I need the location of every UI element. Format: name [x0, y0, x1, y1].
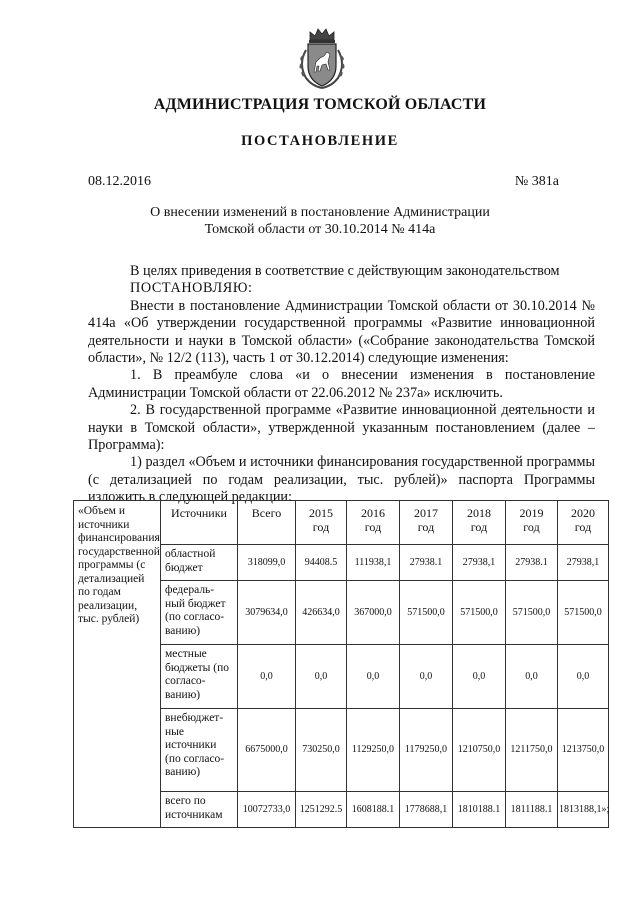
header-year — [558, 501, 609, 545]
value-cell: 571500,0 — [558, 581, 609, 645]
document-body — [88, 263, 595, 507]
header-year — [400, 501, 453, 545]
header-year — [506, 501, 558, 545]
financing-table — [73, 500, 609, 828]
body-paragraph: Внести в постановление Администрации Томской области от 30.10.2014 № 414а «Об утверждении государственной программы «Развитие инновационной деятельности и науки в Томской области» («Собрание законодательства Томской области», № 12/2 (113), часть 1 от 30.12.2014) следующие изменения: — [88, 297, 595, 367]
value-cell: 94408.5 — [296, 545, 347, 581]
year-label: 2018 — [467, 506, 491, 520]
value-cell: 1251292.5 — [296, 792, 347, 828]
total-cell: 10072733,0 — [238, 792, 296, 828]
value-cell: 0,0 — [400, 645, 453, 709]
year-unit: год — [312, 519, 330, 534]
year-label: 2016 — [361, 506, 385, 520]
subject-line-1: О внесении изменений в постановление Администрации — [150, 205, 490, 220]
header-year — [347, 501, 400, 545]
value-cell: 1213750,0 — [558, 709, 609, 792]
value-cell: 0,0 — [558, 645, 609, 709]
total-cell: 0,0 — [238, 645, 296, 709]
header-year — [453, 501, 506, 545]
value-cell: 730250,0 — [296, 709, 347, 792]
document-number: № 381а — [514, 174, 559, 189]
value-cell: 1179250,0 — [400, 709, 453, 792]
source-cell: всего по источникам — [161, 792, 238, 828]
body-paragraph: 1) раздел «Объем и источники финансирования государственной программы (с детализацией по годам реализации, тыс. рублей)» паспорта Программы изложить в следующей редакции: — [88, 454, 595, 506]
resolution-keyword: ПОСТАНОВЛЯЮ: — [130, 280, 253, 297]
body-paragraph: 2. В государственной программе «Развитие инновационной деятельности и науки в Томской области», утвержденной указанным постановлением (далее – Программа): — [88, 402, 595, 454]
value-cell: 1778688,1 — [400, 792, 453, 828]
value-cell: 571500,0 — [506, 581, 558, 645]
organization-title: АДМИНИСТРАЦИЯ ТОМСКОЙ ОБЛАСТИ — [153, 96, 487, 113]
value-cell: 1811188.1 — [506, 792, 558, 828]
document-type: ПОСТАНОВЛЕНИЕ — [241, 133, 399, 149]
header-total: Всего — [238, 501, 296, 545]
value-cell: 1210750,0 — [453, 709, 506, 792]
value-cell: 27938.1 — [400, 545, 453, 581]
financing-row-label: «Объем и источники финансирования государственной программы (с детализацией по годам реализации, тыс. рублей) — [74, 501, 161, 828]
table-header-row — [74, 501, 609, 545]
total-cell: 318099,0 — [238, 545, 296, 581]
year-unit: год — [470, 519, 488, 534]
year-unit: год — [417, 519, 435, 534]
value-cell: 0,0 — [347, 645, 400, 709]
value-cell: 0,0 — [296, 645, 347, 709]
source-cell: внебюджет-ные источники (по согласо-ванию) — [161, 709, 238, 792]
value-cell: 571500,0 — [400, 581, 453, 645]
value-cell: 111938,1 — [347, 545, 400, 581]
header-sources: Источники — [161, 501, 238, 545]
document-subject — [140, 204, 500, 238]
subject-line-2: Томской области от 30.10.2014 № 414а — [204, 222, 436, 237]
document-date: 08.12.2016 — [88, 174, 151, 189]
year-unit: год — [574, 519, 592, 534]
tomsk-region-coat-of-arms-icon — [296, 26, 348, 92]
value-cell: 1810188.1 — [453, 792, 506, 828]
source-cell: областной бюджет — [161, 545, 238, 581]
value-cell: 1608188.1 — [347, 792, 400, 828]
body-paragraph: 1. В преамбуле слова «и о внесении изменения в постановление Администрации Томской области от 22.06.2012 № 237а» исключить. — [88, 367, 595, 401]
value-cell: 426634,0 — [296, 581, 347, 645]
year-label: 2019 — [519, 506, 544, 520]
value-cell: 0,0 — [453, 645, 506, 709]
year-label: 2015 — [309, 506, 333, 520]
header-year — [296, 501, 347, 545]
value-cell: 27938,1 — [453, 545, 506, 581]
source-cell: федераль-ный бюджет (по согласо-ванию) — [161, 581, 238, 645]
value-cell: 367000,0 — [347, 581, 400, 645]
total-cell: 6675000,0 — [238, 709, 296, 792]
year-unit: год — [523, 519, 540, 534]
value-cell: 1211750,0 — [506, 709, 558, 792]
value-cell: 27938,1 — [558, 545, 609, 581]
value-cell: 27938.1 — [506, 545, 558, 581]
body-paragraph: В целях приведения в соответствие с действующим законодательством — [130, 263, 560, 279]
value-cell: 1129250,0 — [347, 709, 400, 792]
value-cell: 1813188,1»; — [558, 792, 609, 828]
value-cell: 571500,0 — [453, 581, 506, 645]
total-cell: 3079634,0 — [238, 581, 296, 645]
year-label: 2017 — [414, 506, 438, 520]
year-label: 2020 — [571, 506, 595, 520]
value-cell: 0,0 — [506, 645, 558, 709]
year-unit: год — [364, 519, 382, 534]
source-cell: местные бюджеты (по согласо-ванию) — [161, 645, 238, 709]
